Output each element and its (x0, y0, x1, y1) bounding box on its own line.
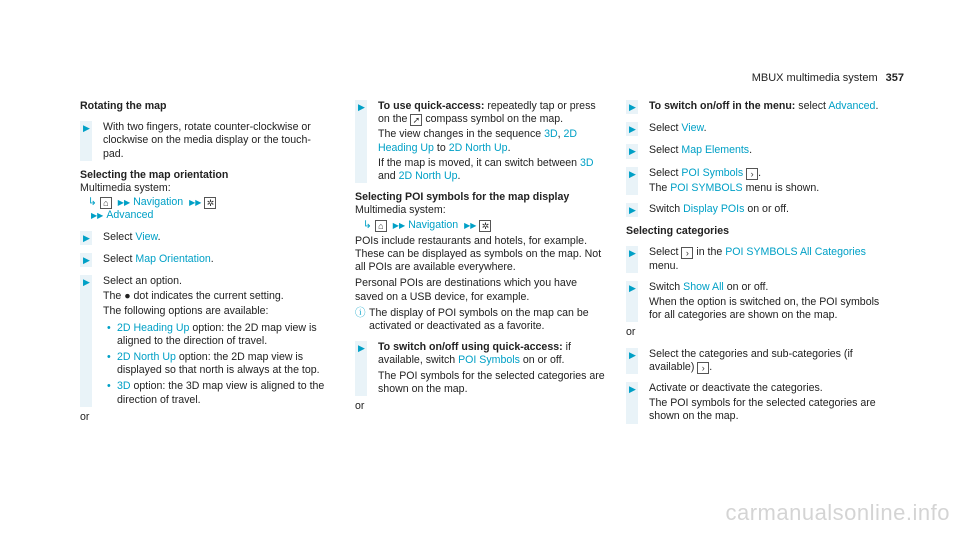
or-label: or (626, 326, 636, 339)
play-arrow-icon: ▶ (629, 102, 636, 112)
step-select-subcategories: ▶ Select the categories and sub-categories (if available) › . (626, 348, 888, 374)
path-navigation: Navigation (133, 196, 184, 209)
step-text: With two fingers, rotate counter-clockwise or clockwise on the media display or the touch-pad. (103, 121, 311, 160)
play-arrow-icon: ▶ (629, 124, 636, 135)
step-text: The following options are available: (103, 305, 269, 318)
list-item: • 3D option: the 3D map view is aligned to the direction of travel. (103, 380, 330, 406)
play-arrow-icon: ▶ (83, 254, 90, 265)
list-item: • 2D Heading Up option: the 2D map view is aligned to the direction of travel. (103, 322, 330, 348)
menu-item-map-orientation: Map Orientation (135, 252, 211, 265)
double-chevron-icon: ▶▶ (91, 211, 104, 221)
step-select-option (80, 275, 330, 407)
step-switch-display-pois: ▶ Switch Display POIs on or off. (626, 203, 888, 217)
step-activate-categories: ▶ Activate or deactivate the categories. The POI symbols for the selected categories are shown on the map. (626, 382, 888, 424)
heading-poi-symbols: Selecting POI symbols for the map display (355, 191, 570, 204)
play-arrow-icon: ▶ (83, 232, 90, 243)
paragraph: Personal POIs are destinations which you have saved on a USB device, for example. (355, 277, 578, 303)
double-chevron-icon: ▶▶ (117, 198, 131, 208)
play-arrow-icon: ▶ (629, 248, 636, 259)
heading-map-orientation: Selecting the map orientation (80, 168, 229, 181)
settings-icon: ✲ (479, 220, 491, 232)
paragraph: POIs include restaurants and hotels, for example. These can be displayed as symbols on the map. Not all POIs are available everywhere. (355, 234, 602, 274)
double-chevron-icon: ▶▶ (464, 220, 477, 230)
column-3 (626, 100, 888, 424)
column-1 (80, 100, 330, 424)
play-arrow-icon: ▶ (358, 343, 365, 354)
menu-path-cont (80, 209, 330, 222)
return-arrow-icon: ↳ (363, 218, 372, 231)
info-icon: ⓘ (355, 306, 366, 319)
play-arrow-icon: ▶ (629, 205, 636, 216)
home-icon: ⌂ (375, 220, 387, 232)
step-quick-access-poi: ▶ To switch on/off using quick-access: if available, switch POI Symbols on or off. The POI symbols for the selected categories are shown on the map. (355, 341, 607, 396)
step-select-map-elements: ▶ Select Map Elements. (626, 144, 888, 158)
chevron-right-icon: › (746, 168, 758, 180)
play-arrow-icon: ▶ (629, 384, 636, 395)
step-menu-switch: ▶ To switch on/off in the menu: select Advanced. (626, 100, 888, 114)
path-advanced: Advanced (106, 209, 154, 222)
column-2 (355, 100, 607, 413)
play-arrow-icon: ▶ (629, 168, 636, 179)
play-arrow-icon: ▶ (629, 282, 636, 293)
step-text: Select an option. (103, 275, 182, 288)
step-select-view: ▶ Select View. (626, 122, 888, 136)
double-chevron-icon: ▶▶ (189, 198, 202, 208)
multimedia-system-label: Multimedia system: (80, 182, 171, 195)
path-navigation: Navigation (408, 218, 459, 231)
step-quick-access: ▶ To use quick-access: repeatedly tap or press on the ➚ compass symbol on the map. The view changes in the sequence 3D, 2D Heading Up to 2D North Up. If the map is moved, it can switch between 3D and 2D North Up. (355, 100, 607, 183)
play-arrow-icon: ▶ (83, 123, 90, 134)
or-label: or (80, 410, 90, 423)
or-label: or (355, 400, 365, 413)
step-select-view: ▶ Select View. (80, 231, 330, 245)
double-chevron-icon: ▶▶ (392, 220, 406, 230)
menu-path (80, 196, 330, 209)
multimedia-system-label: Multimedia system: (355, 204, 446, 217)
step-rotate (80, 121, 330, 161)
home-icon: ⌂ (100, 197, 112, 209)
compass-icon: ➚ (410, 114, 422, 126)
step-switch-show-all: ▶ Switch Show All on or off. When the option is switched on, the POI symbols for all categories are shown on the map. (626, 281, 888, 323)
step-text: The ● dot indicates the current setting. (103, 290, 284, 303)
play-arrow-icon: ▶ (629, 146, 636, 157)
heading-rotating-map: Rotating the map (80, 100, 167, 112)
settings-icon: ✲ (204, 197, 216, 209)
option-list (103, 322, 330, 407)
header-title: MBUX multimedia system (751, 72, 878, 84)
step-select-all-categories: ▶ Select › in the POI SYMBOLS All Categories menu. (626, 246, 888, 272)
play-arrow-icon: ▶ (83, 277, 90, 288)
step-select-map-orientation: ▶ Select Map Orientation. (80, 253, 330, 267)
page-number: 357 (885, 72, 904, 84)
list-item: • 2D North Up option: the 2D map view is displayed so that north is always at the top. (103, 351, 330, 377)
play-arrow-icon: ▶ (629, 349, 636, 360)
return-arrow-icon: ↳ (88, 196, 97, 209)
page-header (752, 72, 904, 85)
menu-item-view: View (135, 230, 158, 243)
chevron-right-icon: › (697, 362, 709, 374)
play-arrow-icon: ▶ (358, 102, 365, 112)
chevron-right-icon: › (681, 247, 693, 259)
watermark: carmanualsonline.info (725, 499, 950, 525)
info-note: ⓘ The display of POI symbols on the map can be activated or deactivated as a favorite. (355, 306, 589, 333)
step-select-poi-symbols: ▶ Select POI Symbols › . The POI SYMBOLS menu is shown. (626, 167, 888, 195)
menu-path (355, 219, 607, 232)
heading-selecting-categories: Selecting categories (626, 225, 730, 238)
